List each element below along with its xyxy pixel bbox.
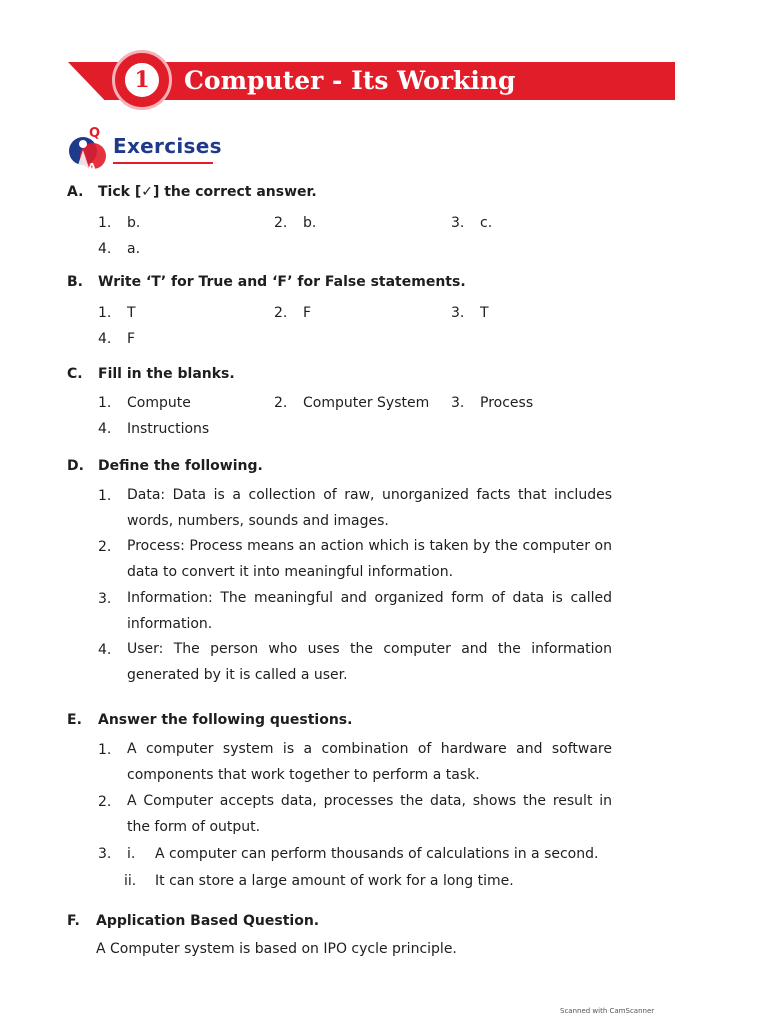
answer-text: Process	[480, 395, 534, 411]
answer-num: 4.	[98, 331, 112, 347]
subitem-num: ii.	[124, 873, 137, 889]
section-a-title: Tick [✓] the correct answer.	[98, 184, 317, 200]
logo-letter-q: Q	[89, 126, 101, 141]
answer-text: T	[127, 305, 136, 321]
section-d-letter: D.	[67, 458, 84, 474]
section-c-title: Fill in the blanks.	[98, 366, 235, 382]
section-e-title: Answer the following questions.	[98, 712, 353, 728]
section-c-letter: C.	[67, 366, 83, 382]
answer-text: a.	[127, 241, 141, 257]
section-b-title: Write ‘T’ for True and ‘F’ for False statements.	[98, 274, 466, 290]
answer-num: 1.	[98, 395, 112, 411]
definition-num: 3.	[98, 591, 112, 607]
answer-num: 3.	[451, 395, 465, 411]
answer-text: Instructions	[127, 421, 210, 437]
answer-text: F	[303, 305, 312, 321]
answer-num: 1.	[98, 305, 112, 321]
answer-text: Computer System	[303, 395, 430, 411]
answer-num: 2.	[274, 215, 288, 231]
answer-num: 4.	[98, 241, 112, 257]
subitem-num: i.	[127, 846, 136, 862]
definition-num: 4.	[98, 642, 112, 658]
section-f-title: Application Based Question.	[96, 913, 320, 929]
qa-logo-icon	[67, 124, 117, 172]
answer-text: T	[480, 305, 489, 321]
answer-text: b.	[127, 215, 141, 231]
definition-num: 1.	[98, 488, 112, 504]
definition-information: Information: The meaningful and organized form of data is called information.	[127, 590, 612, 632]
answer-num: 3.	[98, 846, 112, 862]
answer-text: F	[127, 331, 136, 347]
answer-num: 3.	[451, 215, 465, 231]
exercises-heading: Exercises	[113, 134, 222, 158]
definition-user: User: The person who uses the computer and the information generated by it is called a user.	[127, 641, 612, 683]
answer-num: 2.	[274, 305, 288, 321]
answer-text: c.	[480, 215, 493, 231]
logo-letter-a: A	[88, 162, 96, 172]
definition-num: 2.	[98, 539, 112, 555]
subitem-text: It can store a large amount of work for a long time.	[155, 873, 514, 889]
section-a-letter: A.	[67, 184, 84, 200]
answer-num: 1.	[98, 742, 112, 758]
application-answer: A Computer system is based on IPO cycle principle.	[96, 941, 457, 957]
definition-process: Process: Process means an action which is taken by the computer on data to convert it into meaningful information.	[127, 538, 612, 580]
section-e-letter: E.	[67, 712, 82, 728]
answer-num: 2.	[98, 794, 112, 810]
subitem-text: A computer can perform thousands of calculations in a second.	[155, 846, 599, 862]
answer-paragraph: A Computer accepts data, processes the data, shows the result in the form of output.	[127, 793, 612, 835]
section-b-letter: B.	[67, 274, 83, 290]
scanner-watermark: Scanned with CamScanner	[560, 1007, 655, 1015]
chapter-number: 1	[122, 60, 162, 100]
definition-data: Data: Data is a collection of raw, unorganized facts that includes words, numbers, sounds and images.	[127, 487, 612, 529]
exercises-underline	[113, 162, 213, 164]
section-d-title: Define the following.	[98, 458, 263, 474]
section-f-letter: F.	[67, 913, 80, 929]
answer-num: 4.	[98, 421, 112, 437]
answer-num: 2.	[274, 395, 288, 411]
chapter-number-badge	[112, 50, 172, 110]
answer-text: b.	[303, 215, 317, 231]
answer-num: 3.	[451, 305, 465, 321]
answer-paragraph: A computer system is a combination of hardware and software components that work together to perform a task.	[127, 741, 612, 783]
answer-text: Compute	[127, 395, 191, 411]
answer-num: 1.	[98, 215, 112, 231]
chapter-title: Computer - Its Working	[184, 66, 516, 95]
